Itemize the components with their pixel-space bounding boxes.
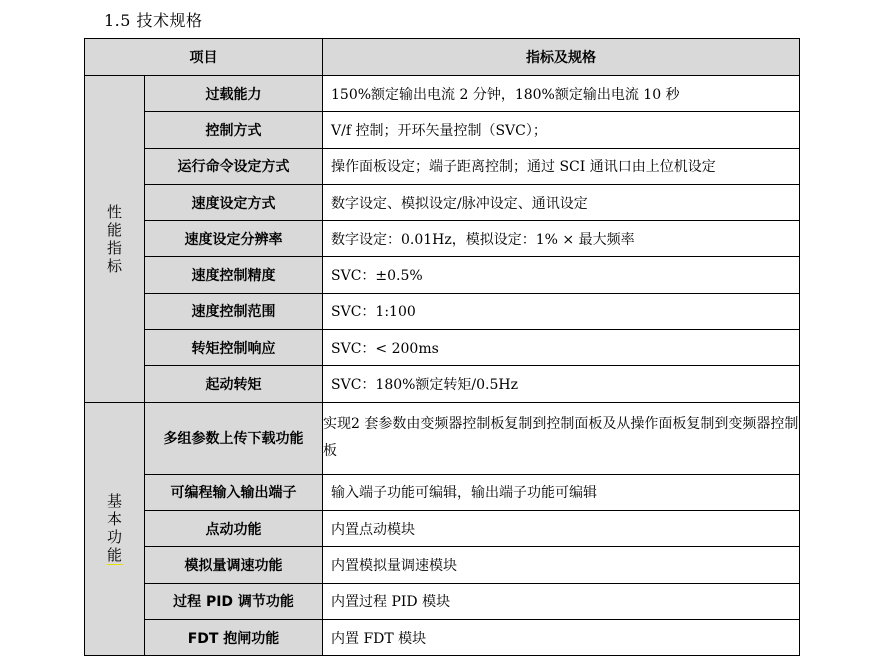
row-spec: SVC：180%额定转矩/0.5Hz	[323, 366, 800, 402]
row-item: FDT 抱闸功能	[145, 619, 323, 655]
row-item: 运行命令设定方式	[145, 148, 323, 184]
row-spec: 内置 FDT 模块	[323, 619, 800, 655]
table-row	[85, 221, 800, 257]
row-spec: 内置点动模块	[323, 510, 800, 546]
row-spec: 输入端子功能可编辑，输出端子功能可编辑	[323, 474, 800, 510]
row-item: 控制方式	[145, 112, 323, 148]
table-row	[85, 112, 800, 148]
table-row	[85, 148, 800, 184]
row-spec: V/f 控制；开环矢量控制（SVC）；	[323, 112, 800, 148]
row-spec: SVC：< 200ms	[323, 330, 800, 366]
section-title: 1.5 技术规格	[104, 11, 203, 30]
table-row	[85, 547, 800, 583]
row-spec: SVC：1:100	[323, 293, 800, 329]
table-row	[85, 474, 800, 510]
table-row	[85, 76, 800, 112]
table-row	[85, 366, 800, 402]
header-spec: 指标及规格	[323, 39, 800, 76]
row-spec: 内置模拟量调速模块	[323, 547, 800, 583]
row-item: 过载能力	[145, 76, 323, 112]
table-row	[85, 257, 800, 293]
table-row	[85, 402, 800, 474]
table-row	[85, 184, 800, 220]
table-row	[85, 293, 800, 329]
row-spec: SVC：±0.5%	[323, 257, 800, 293]
row-spec: 数字设定、模拟设定/脉冲设定、通讯设定	[323, 184, 800, 220]
row-item: 起动转矩	[145, 366, 323, 402]
table-row	[85, 330, 800, 366]
row-item: 速度控制精度	[145, 257, 323, 293]
row-item: 速度设定方式	[145, 184, 323, 220]
row-item: 模拟量调速功能	[145, 547, 323, 583]
header-item: 项目	[85, 39, 323, 76]
row-spec: 数字设定：0.01Hz，模拟设定：1% × 最大频率	[323, 221, 800, 257]
row-spec: 内置过程 PID 模块	[323, 583, 800, 619]
category-performance: 性能指标	[85, 76, 145, 403]
row-item: 转矩控制响应	[145, 330, 323, 366]
row-item: 可编程输入输出端子	[145, 474, 323, 510]
row-spec: 150%额定输出电流 2 分钟，180%额定输出电流 10 秒	[323, 76, 800, 112]
row-item: 过程 PID 调节功能	[145, 583, 323, 619]
row-item: 点动功能	[145, 510, 323, 546]
row-item: 多组参数上传下载功能	[145, 402, 323, 474]
row-spec: 操作面板设定；端子距离控制；通过 SCI 通讯口由上位机设定	[323, 148, 800, 184]
table-row	[85, 619, 800, 655]
category-basic: 基本功能	[85, 402, 145, 655]
row-item: 速度设定分辨率	[145, 221, 323, 257]
row-spec: 实现2 套参数由变频器控制板复制到控制面板及从操作面板复制到变频器控制板	[323, 402, 800, 474]
tech-spec-table	[84, 38, 800, 656]
row-item: 速度控制范围	[145, 293, 323, 329]
table-row	[85, 583, 800, 619]
table-header-row	[85, 39, 800, 76]
table-row	[85, 510, 800, 546]
